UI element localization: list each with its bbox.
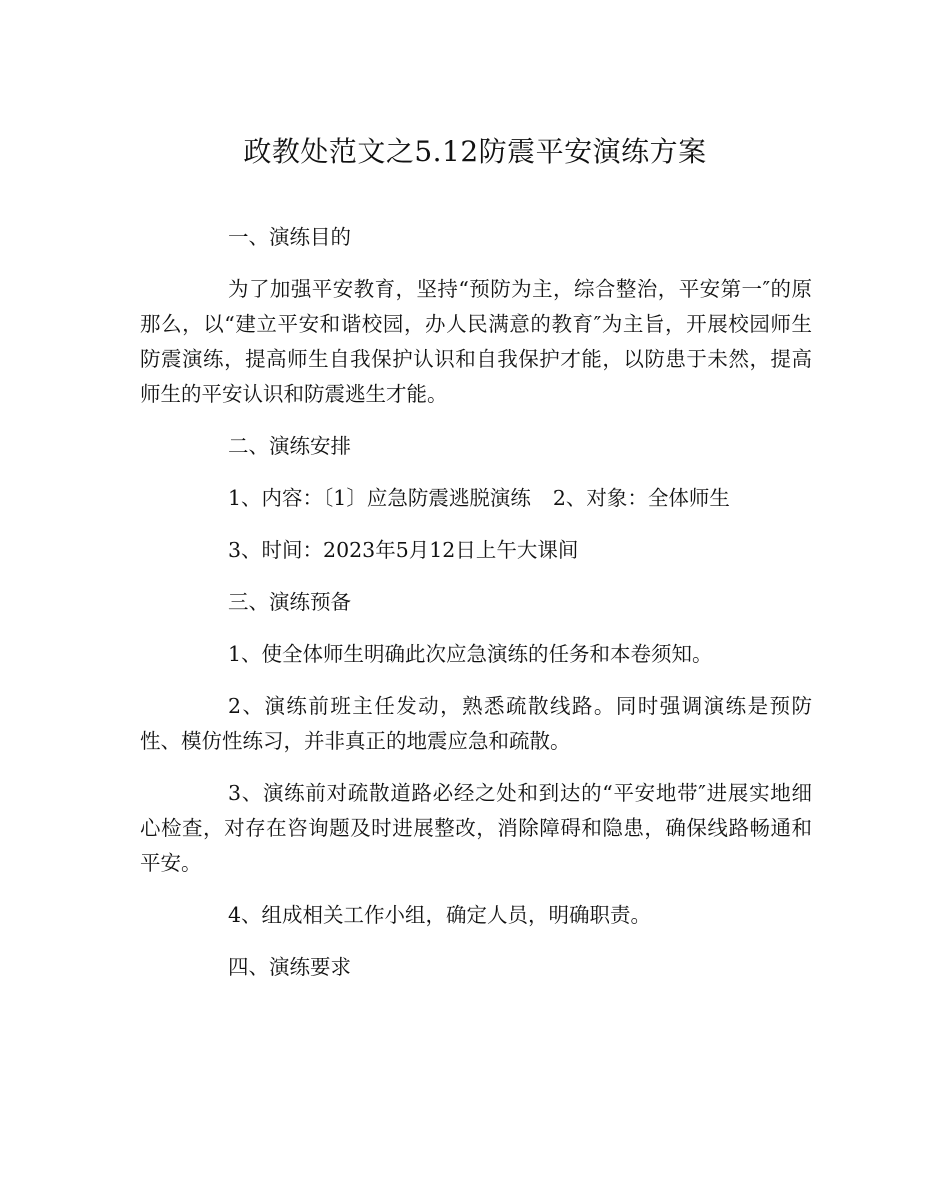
preparation-item-4: 4、组成相关工作小组，确定人员，明确职责。: [228, 903, 652, 927]
preparation-item-1: 1、使全体师生明确此次应急演练的任务和本卷须知。: [228, 642, 713, 666]
section-heading-requirements: 四、演练要求: [228, 955, 351, 979]
document-body: [140, 220, 812, 1002]
section-heading-arrangement: 二、演练安排: [228, 434, 351, 458]
arrangement-time: 3、时间：2023年5月12日上午大课间: [228, 538, 579, 562]
section-heading-purpose: 一、演练目的: [228, 225, 351, 249]
preparation-item-3: 3、演练前对疏散道路必经之处和到达的“平安地带″进展实地细心检查，对存在咨询题及时进展整改，消除障碍和隐患，确保线路畅通和平安。: [140, 781, 812, 875]
page-title: 政教处范文之5.12防震平安演练方案: [243, 135, 707, 168]
preparation-item-2: 2、演练前班主任发动，熟悉疏散线路。同时强调演练是预防性、模仿性练习，并非真正的地震应急和疏散。: [140, 694, 812, 753]
arrangement-content: 1、内容：〔1〕应急防震逃脱演练: [228, 486, 531, 510]
paragraph-purpose: 为了加强平安教育，坚持“预防为主，综合整治，平安第一″的原那么，以“建立平安和谐校园，办人民满意的教育″为主旨，开展校园师生防震演练，提高师生自我保护认识和自我保护才能，以防患于未然，提高师生的平安认识和防震逃生才能。: [140, 277, 812, 406]
section-heading-preparation: 三、演练预备: [228, 590, 351, 614]
arrangement-target: 2、对象：全体师生: [552, 486, 730, 510]
arrangement-content-target: [140, 481, 812, 516]
